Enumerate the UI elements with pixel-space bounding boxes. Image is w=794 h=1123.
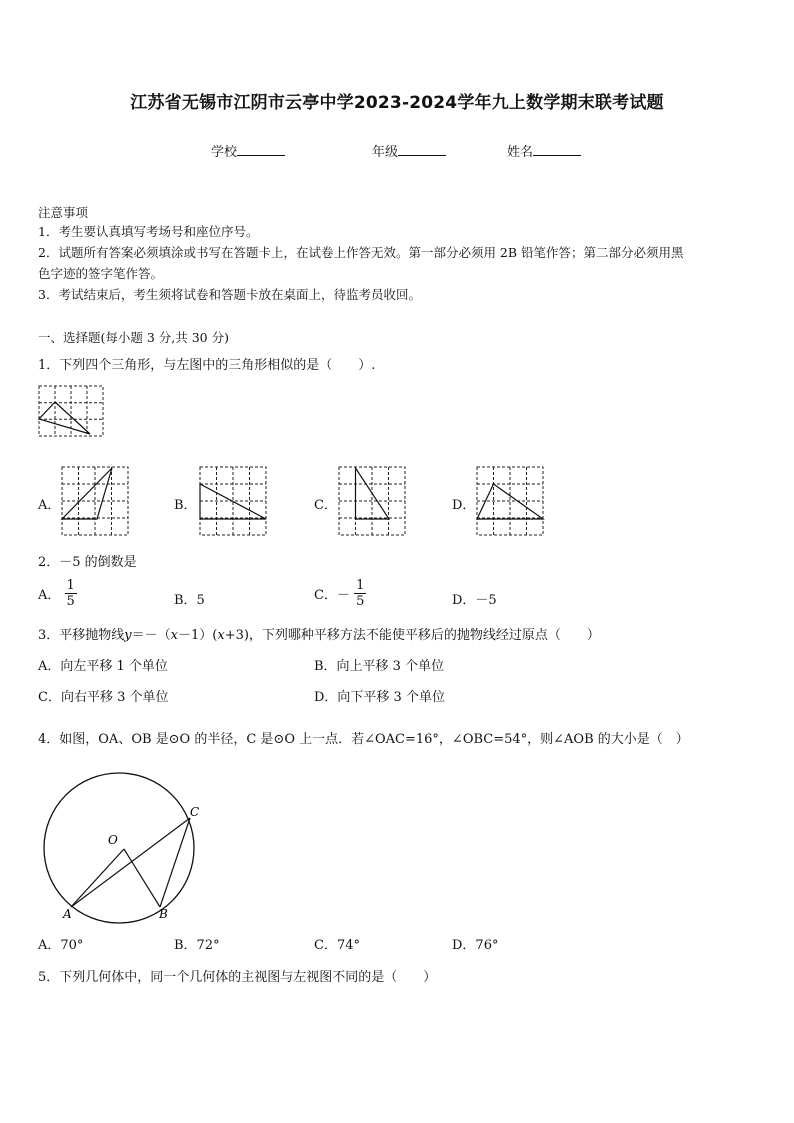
q3-stem-mid: ＝－（ <box>131 628 171 643</box>
q2-option-a-fraction <box>65 578 77 609</box>
q1-option-a-label[interactable]: A． <box>38 498 61 513</box>
q1-option-a-figure[interactable] <box>61 466 129 536</box>
q1-option-b-figure[interactable] <box>199 466 267 536</box>
q2-option-b[interactable]: B．5 <box>174 593 205 608</box>
name-field[interactable] <box>507 141 581 160</box>
circle-o <box>44 773 194 923</box>
q3-option-d[interactable]: D．向下平移 3 个单位 <box>314 690 445 705</box>
segment-ac <box>71 818 190 907</box>
segment-oa <box>71 849 124 907</box>
q4-option-b[interactable]: B．72° <box>174 938 220 953</box>
page-title: 江苏省无锡市江阴市云亭中学2023-2024学年九上数学期末联考试题 <box>130 93 664 113</box>
q2-option-c-numerator: 1 <box>356 578 365 593</box>
label-c: C <box>190 805 200 819</box>
school-field[interactable] <box>211 141 285 160</box>
label-o: O <box>108 833 118 847</box>
q1-option-c-triangle <box>356 468 390 519</box>
reference-triangle <box>39 402 90 434</box>
q2-option-c-fraction <box>354 578 366 609</box>
label-a: A <box>63 907 72 921</box>
q4-option-c[interactable]: C．74° <box>314 938 360 953</box>
label-b: B <box>159 907 168 921</box>
q1-option-c-figure[interactable] <box>338 466 406 536</box>
q1-option-b-label[interactable]: B． <box>174 498 197 513</box>
note-2: 2．试题所有答案必须填涂或书写在答题卡上，在试卷上作答无效。第一部分必须用 2B 铅笔作答；第二部分必须用黑 <box>38 245 684 260</box>
grade-label: 年级 <box>372 145 399 160</box>
q2-option-c-label: C．－ <box>314 588 350 603</box>
name-label: 姓名 <box>507 145 534 160</box>
q3-stem <box>38 624 600 643</box>
q1-option-a-triangle <box>62 468 112 519</box>
q3-option-c[interactable]: C．向右平移 3 个单位 <box>38 690 169 705</box>
q2-stem: 2．－5 的倒数是 <box>38 555 137 570</box>
q5-stem: 5．下列几何体中，同一个几何体的主视图与左视图不同的是（ ） <box>38 970 437 985</box>
q3-stem-post: +3)，下列哪种平移方法不能使平移后的抛物线经过原点（ ） <box>224 628 600 643</box>
q2-option-d[interactable]: D．－5 <box>452 593 497 608</box>
q1-option-c-label[interactable]: C． <box>314 498 337 513</box>
q1-option-d-figure[interactable] <box>476 466 544 536</box>
q1-reference-figure <box>38 385 104 437</box>
note-3: 3．考试结束后，考生须将试卷和答题卡放在桌面上，待监考员收回。 <box>38 287 421 302</box>
grade-blank[interactable] <box>398 143 446 156</box>
q2-option-a[interactable] <box>38 578 77 609</box>
school-blank[interactable] <box>237 143 285 156</box>
q2-option-a-label: A． <box>38 588 61 603</box>
notes-heading: 注意事项 <box>38 205 89 220</box>
q2-option-a-numerator: 1 <box>66 578 75 593</box>
segment-ob <box>124 849 160 907</box>
q3-stem-var-x1: x <box>170 628 178 643</box>
school-label: 学校 <box>211 145 238 160</box>
q1-option-d-label[interactable]: D． <box>452 498 476 513</box>
q3-option-a[interactable]: A．向左平移 1 个单位 <box>38 659 168 674</box>
name-blank[interactable] <box>533 143 581 156</box>
grade-field[interactable] <box>372 141 446 160</box>
q3-stem-pre: 3．平移抛物线 <box>38 628 125 643</box>
segment-bc <box>160 818 190 907</box>
q4-option-a[interactable]: A．70° <box>38 938 84 953</box>
q3-stem-mid2: －1）( <box>178 628 218 643</box>
q2-option-a-denominator: 5 <box>66 594 75 609</box>
q4-option-d[interactable]: D．76° <box>452 938 499 953</box>
q2-option-c[interactable] <box>314 578 366 609</box>
q3-stem-var-y: y <box>124 628 132 643</box>
q4-stem: 4．如图，OA、OB 是⊙O 的半径，C 是⊙O 上一点．若∠OAC=16°，∠OBC=54°，则∠AOB 的大小是（ ） <box>38 732 689 747</box>
q4-circle-figure <box>38 760 208 920</box>
q3-option-b[interactable]: B．向上平移 3 个单位 <box>314 659 445 674</box>
note-1: 1．考生要认真填写考场号和座位序号。 <box>38 224 259 239</box>
q2-option-c-denominator: 5 <box>356 594 365 609</box>
section-heading: 一、选择题(每小题 3 分,共 30 分) <box>38 330 229 345</box>
q3-stem-var-x2: x <box>217 628 225 643</box>
q1-stem: 1．下列四个三角形，与左图中的三角形相似的是（ ）. <box>38 358 376 373</box>
note-2-cont: 色字迹的签字笔作答。 <box>38 266 164 281</box>
